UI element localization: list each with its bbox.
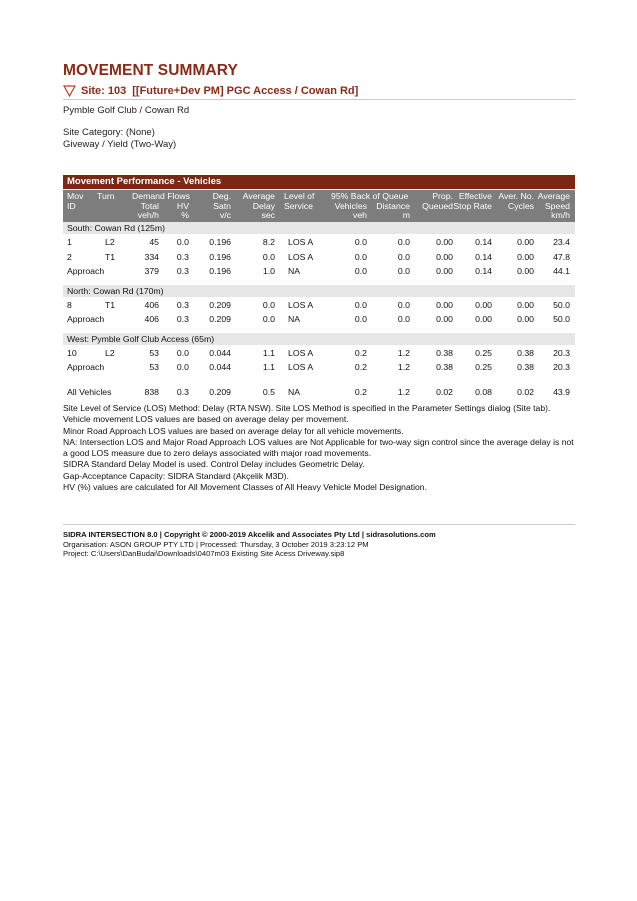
site-name: [[Future+Dev PM] PGC Access / Cowan Rd]: [132, 85, 359, 97]
cell-queue-vehicles: 0.0: [354, 299, 367, 310]
cell-delay: 1.0: [262, 266, 275, 276]
cell-deg-satn: 0.196: [209, 237, 231, 247]
cell-queue-vehicles: 0.0: [354, 251, 367, 262]
cell-total: 53: [149, 362, 159, 372]
header-total-unit: veh/h: [137, 210, 159, 220]
note-gap-acceptance: Gap-Acceptance Capacity: SIDRA Standard (Akçelik M3D).: [63, 470, 289, 481]
header-aver-no: Aver. No.: [498, 191, 534, 201]
cell-queue-vehicles: 0.2: [354, 386, 367, 397]
cell-stop-rate: 0.00: [475, 314, 492, 324]
note-minor-road: Minor Road Approach LOS values are based on average delay for all vehicle movements.: [63, 425, 404, 436]
note-hv: HV (%) values are calculated for All Movement Classes of All Heavy Vehicle Model Designation.: [63, 482, 427, 493]
cell-hv: 0.3: [176, 251, 189, 262]
cell-stop-rate: 0.00: [475, 299, 492, 310]
cell-prop-queued: 0.38: [436, 347, 453, 358]
header-speed-unit: km/h: [551, 210, 570, 220]
cell-turn: L2: [105, 237, 115, 247]
footer-brand: SIDRA INTERSECTION 8.0 | Copyright © 2000-2019 Akcelik and Associates Pty Ltd | sidrasolutions.com: [63, 530, 436, 539]
cell-deg-satn: 0.209: [209, 386, 231, 397]
cell-deg-satn: 0.044: [209, 347, 231, 358]
cell-deg-satn: 0.209: [209, 314, 231, 324]
footer: [63, 524, 575, 559]
cell-speed: 50.0: [553, 299, 570, 310]
cell-cycles: 0.00: [517, 266, 534, 276]
footer-project: Project: C:\Users\DanBudai\Downloads\0407m03 Existing Site Acess Driveway.sip8: [63, 549, 345, 558]
cell-deg-satn: 0.196: [209, 266, 231, 276]
table-header: [63, 190, 575, 222]
cell-total: 406: [144, 299, 159, 310]
cell-cycles: 0.00: [517, 251, 534, 262]
cell-cycles: 0.02: [517, 386, 534, 397]
cell-hv: 0.3: [176, 299, 189, 310]
cell-speed: 20.3: [553, 347, 570, 358]
section-header: West: Pymble Golf Club Access (65m): [63, 333, 575, 345]
cell-queue-distance: 1.2: [397, 347, 410, 358]
header-id: ID: [67, 200, 76, 211]
table-row: [63, 234, 575, 249]
header-delay-unit: sec: [261, 210, 275, 220]
cell-total: 406: [144, 314, 159, 324]
cell-los: LOS A: [288, 237, 314, 247]
cell-prop-queued: 0.38: [436, 362, 453, 372]
cell-prop-queued: 0.00: [436, 266, 453, 276]
cell-speed: 23.4: [553, 237, 570, 247]
cell-deg-satn: 0.044: [209, 362, 231, 372]
cell-queue-vehicles: 0.2: [354, 362, 367, 372]
header-delay: Delay: [252, 200, 275, 211]
cell-turn: T1: [105, 251, 116, 262]
cell-total: 53: [149, 347, 159, 358]
header-demand-flows: Demand Flows: [132, 191, 190, 201]
header-prop: Prop.: [432, 191, 453, 201]
cell-hv: 0.3: [176, 314, 189, 324]
cell-prop-queued: 0.00: [436, 299, 453, 310]
cell-prop-queued: 0.00: [436, 237, 453, 247]
cell-los: LOS A: [288, 347, 314, 358]
cell-cycles: 0.38: [517, 347, 534, 358]
cell-stop-rate: 0.14: [475, 237, 492, 247]
cell-deg-satn: 0.209: [209, 299, 231, 310]
header-queue-vehicles-unit: veh: [352, 210, 367, 220]
cell-hv: 0.0: [176, 347, 189, 358]
header-service: Service: [284, 200, 313, 211]
cell-los: NA: [288, 386, 301, 397]
cell-total: 45: [149, 237, 159, 247]
cell-los: NA: [288, 314, 301, 324]
table-row: [63, 345, 575, 360]
approach-row: [63, 359, 575, 374]
cell-delay: 8.2: [262, 237, 275, 247]
cell-mov-id: Approach: [67, 362, 105, 372]
approach-row: [63, 311, 575, 326]
cell-queue-distance: 1.2: [397, 362, 410, 372]
cell-cycles: 0.00: [517, 237, 534, 247]
header-hv-unit: %: [181, 210, 189, 220]
header-satn: Satn: [213, 200, 231, 211]
control-type-text: Giveway / Yield (Two-Way): [63, 139, 177, 150]
cell-mov-id: All Vehicles: [67, 386, 112, 397]
cell-cycles: 0.38: [517, 362, 534, 372]
table-row: [63, 249, 575, 264]
site-label: Site: 103: [81, 85, 127, 97]
cell-speed: 47.8: [553, 251, 570, 262]
cell-hv: 0.3: [176, 386, 189, 397]
cell-cycles: 0.00: [517, 299, 534, 310]
cell-los: NA: [288, 266, 301, 276]
notes: [63, 403, 577, 493]
header-cycles: Cycles: [507, 200, 534, 211]
header-queued: Queued: [422, 200, 453, 211]
cell-prop-queued: 0.00: [436, 251, 453, 262]
cell-delay: 0.0: [262, 314, 275, 324]
cell-delay: 1.1: [262, 347, 275, 358]
cell-los: LOS A: [288, 362, 314, 372]
cell-cycles: 0.00: [517, 314, 534, 324]
note-vehicle-los: Vehicle movement LOS values are based on average delay per movement.: [63, 414, 349, 425]
cell-hv: 0.0: [176, 362, 189, 372]
header-queue-distance-unit: m: [402, 210, 410, 220]
cell-los: LOS A: [288, 299, 314, 310]
section-header: North: Cowan Rd (170m): [63, 285, 575, 297]
cell-queue-vehicles: 0.0: [354, 314, 367, 324]
table-row: [63, 297, 575, 312]
triangle-down-icon: [63, 85, 76, 97]
note-na: NA: Intersection LOS and Major Road Approach LOS values are Not Applicable for two-way sign control since the average delay is not a good LOS measure due to zero delays associated with major road movements.: [63, 436, 574, 459]
cell-speed: 50.0: [553, 314, 570, 324]
cell-queue-distance: 0.0: [397, 237, 410, 247]
table-title: Movement Performance - Vehicles: [63, 175, 575, 189]
header-level-of: Level of: [284, 191, 315, 201]
cell-delay: 0.5: [262, 386, 275, 397]
header-mov: Mov: [67, 191, 84, 201]
cell-stop-rate: 0.25: [475, 347, 492, 358]
header-deg: Deg.: [212, 191, 231, 201]
cell-queue-distance: 0.0: [397, 314, 410, 324]
cell-stop-rate: 0.14: [475, 266, 492, 276]
header-queue-distance: Distance: [376, 200, 410, 211]
cell-prop-queued: 0.00: [436, 314, 453, 324]
cell-turn: T1: [105, 299, 116, 310]
cell-mov-id: 2: [67, 251, 72, 262]
header-stop-rate: Stop Rate: [453, 200, 492, 211]
cell-queue-distance: 0.0: [397, 251, 410, 262]
header-total: Total: [140, 200, 159, 211]
cell-mov-id: 1: [67, 237, 72, 247]
cell-speed: 20.3: [553, 362, 570, 372]
header-effective: Effective: [458, 191, 492, 201]
footer-organisation: Organisation: ASON GROUP PTY LTD | Processed: Thursday, 3 October 2019 3:23:12 PM: [63, 539, 369, 549]
cell-los: LOS A: [288, 251, 314, 262]
cell-hv: 0.0: [176, 237, 189, 247]
note-los-method: Site Level of Service (LOS) Method: Delay (RTA NSW). Site LOS Method is specified in the Parameter Settings dialog (Site tab).: [63, 403, 551, 413]
cell-total: 838: [144, 386, 159, 397]
all-vehicles-row: [63, 384, 575, 399]
header-hv: HV: [176, 200, 189, 211]
table-body: [63, 222, 575, 398]
cell-mov-id: 8: [67, 299, 72, 310]
cell-mov-id: Approach: [67, 266, 105, 276]
site-category-text: Site Category: (None): [63, 127, 155, 138]
cell-delay: 0.0: [262, 251, 275, 262]
cell-stop-rate: 0.14: [475, 251, 492, 262]
cell-deg-satn: 0.196: [209, 251, 231, 262]
cell-total: 334: [144, 251, 159, 262]
page-title: MOVEMENT SUMMARY: [63, 62, 238, 79]
cell-speed: 44.1: [553, 266, 570, 276]
cell-prop-queued: 0.02: [436, 386, 453, 397]
cell-queue-distance: 1.2: [397, 386, 410, 397]
cell-delay: 0.0: [262, 299, 275, 310]
cell-queue-distance: 0.0: [397, 266, 410, 276]
header-average-delay: Average: [242, 191, 275, 201]
header-speed: Speed: [544, 200, 570, 211]
movement-performance-table: [63, 175, 575, 398]
cell-delay: 1.1: [262, 362, 275, 372]
cell-stop-rate: 0.08: [475, 386, 492, 397]
header-deg-unit: v/c: [219, 210, 231, 220]
header-back-of-queue: 95% Back of Queue: [331, 191, 409, 201]
cell-queue-vehicles: 0.0: [354, 237, 367, 247]
header-queue-vehicles: Vehicles: [334, 200, 367, 211]
location-text: Pymble Golf Club / Cowan Rd: [63, 105, 190, 116]
cell-mov-id: 10: [67, 347, 77, 358]
site-heading: [63, 83, 575, 100]
cell-mov-id: Approach: [67, 314, 105, 324]
header-average-speed: Average: [537, 191, 570, 201]
cell-turn: L2: [105, 347, 115, 358]
note-delay-model: SIDRA Standard Delay Model is used. Control Delay includes Geometric Delay.: [63, 459, 365, 470]
cell-queue-vehicles: 0.2: [354, 347, 367, 358]
cell-stop-rate: 0.25: [475, 362, 492, 372]
cell-queue-vehicles: 0.0: [354, 266, 367, 276]
cell-total: 379: [144, 266, 159, 276]
approach-row: [63, 263, 575, 278]
section-header: South: Cowan Rd (125m): [63, 222, 575, 234]
cell-hv: 0.3: [176, 266, 189, 276]
cell-speed: 43.9: [553, 386, 570, 397]
header-turn: Turn: [97, 191, 115, 201]
cell-queue-distance: 0.0: [397, 299, 410, 310]
